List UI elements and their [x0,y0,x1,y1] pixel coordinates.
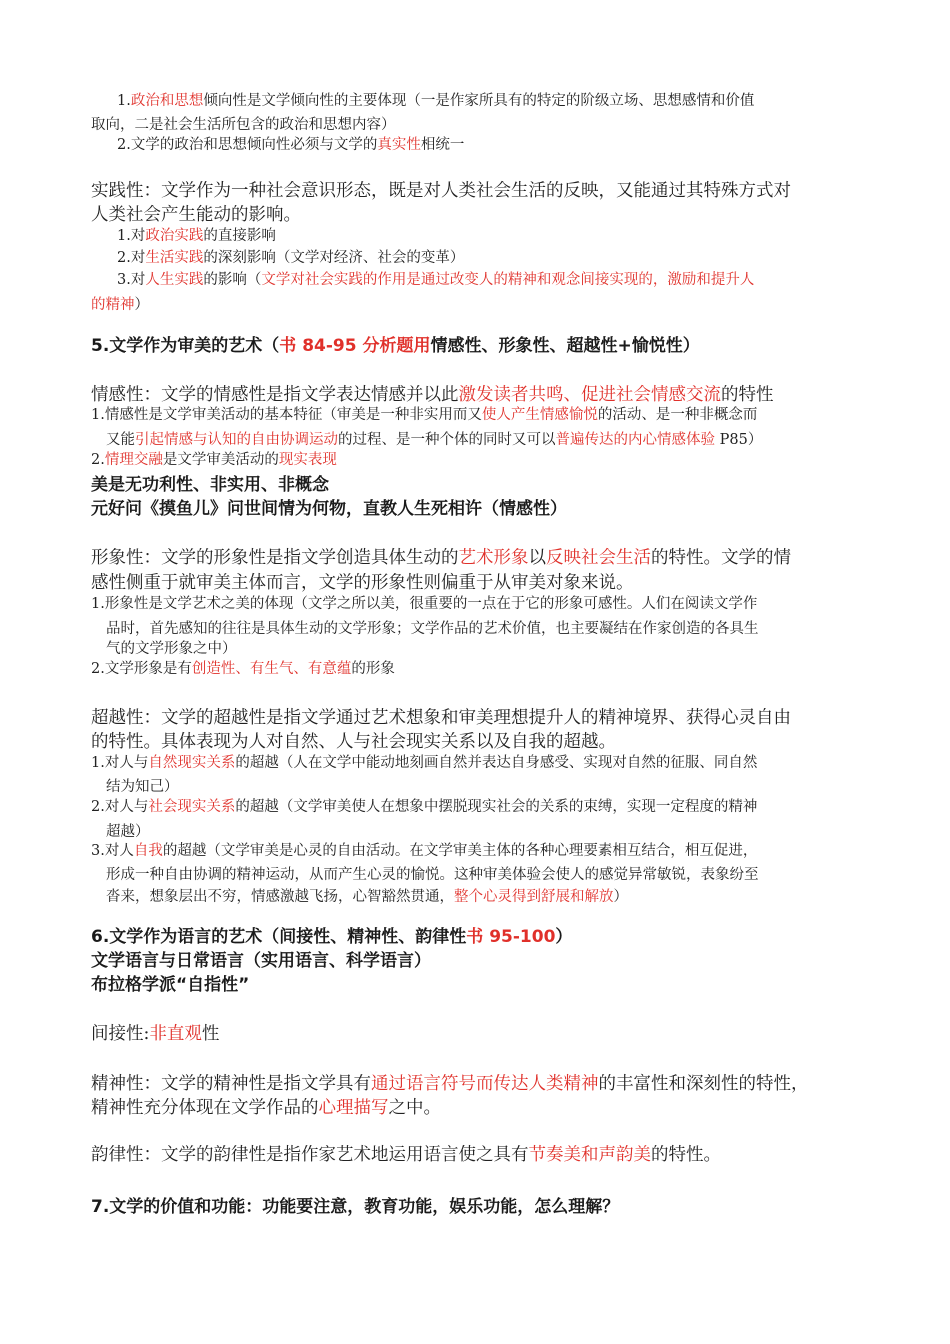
politics-item-2: 2.文学的政治和思想倾向性必须与文学的真实性相统一 [117,137,465,153]
section-6-line-3: 布拉格学派“自指性” [91,975,250,995]
practice-item-1: 1.对政治实践的直接影响 [117,228,276,244]
practice-item-2: 2.对生活实践的深刻影响（文学对经济、社会的变革） [117,250,465,266]
practice-intro-1: 实践性：文学作为一种社会意识形态，既是对人类社会生活的反映，又能通过其特殊方式对 [91,181,791,201]
emotion-point-1-cont: 又能引起情感与认知的自由协调运动的过程、是一种个体的同时又可以普遍传达的内心情感体验 P85） [106,432,763,448]
transcend-point-3-cont: 形成一种自由协调的精神运动，从而产生心灵的愉悦。这种审美体验会使人的感觉异常敏锐，表象纷至 [106,867,759,883]
emotion-point-2: 2.情理交融是文学审美活动的现实表现 [91,452,337,468]
emotion-bold-2: 元好问《摸鱼儿》问世间情为何物，直教人生死相许（情感性） [91,499,567,519]
section-6-heading: 6.文学作为语言的艺术（间接性、精神性、韵律性书 95-100） [91,927,573,947]
transcend-intro-2: 的特性。具体表现为人对自然、人与社会现实关系以及自我的超越。 [91,732,616,752]
politics-item-1-cont: 取向，二是社会生活所包含的政治和思想内容） [91,117,396,133]
indirect-line: 间接性:非直观性 [91,1024,220,1044]
practice-item-3-cont: 的精神） [91,297,149,313]
emotion-point-1: 1.情感性是文学审美活动的基本特征（审美是一种非实用而又使人产生情感愉悦的活动、是一种非概念而 [91,407,758,423]
image-point-1-cont2: 气的文学形象之中） [106,641,237,657]
politics-item-1: 1.政治和思想倾向性是文学倾向性的主要体现（一是作家所具有的特定的阶级立场、思想感情和价值 [117,93,755,109]
emotion-bold-1: 美是无功利性、非实用、非概念 [91,475,329,495]
image-intro-1: 形象性：文学的形象性是指文学创造具体生动的艺术形象以反映社会生活的特性。文学的情 [91,548,791,568]
image-intro-2: 感性侧重于就审美主体而言，文学的形象性则偏重于从审美对象来说。 [91,573,634,593]
transcend-point-3: 3.对人自我的超越（文学审美是心灵的自由活动。在文学审美主体的各种心理要素相互结合，相互促进， [91,843,758,859]
spirit-line-1: 精神性：文学的精神性是指文学具有通过语言符号而传达人类精神的丰富性和深刻性的特性， [91,1074,809,1094]
image-point-1-cont: 品时，首先感知的往往是具体生动的文学形象；文学作品的艺术价值，也主要凝结在作家创造的各具生 [106,621,759,637]
practice-intro-2: 人类社会产生能动的影响。 [91,205,301,225]
image-point-2: 2.文学形象是有创造性、有生气、有意蕴的形象 [91,661,395,677]
transcend-point-1-cont: 结为知己） [106,779,179,795]
section-7-heading: 7.文学的价值和功能：功能要注意，教育功能，娱乐功能，怎么理解？ [91,1197,620,1217]
transcend-point-1: 1.对人与自然现实关系的超越（人在文学中能动地刻画自然并表达自身感受、实现对自然的征服、同自然 [91,755,758,771]
section-5-heading: 5.文学作为审美的艺术（书 84-95 分析题用情感性、形象性、超越性+愉悦性） [91,336,700,356]
practice-item-3: 3.对人生实践的影响（文学对社会实践的作用是通过改变人的精神和观念间接实现的，激励和提升人 [117,272,755,288]
transcend-point-2-cont: 超越） [106,824,150,840]
emotion-intro: 情感性：文学的情感性是指文学表达情感并以此激发读者共鸣、促进社会情感交流的特性 [91,385,774,405]
rhythm-line: 韵律性：文学的韵律性是指作家艺术地运用语言使之具有节奏美和声韵美的特性。 [91,1145,721,1165]
spirit-line-2: 精神性充分体现在文学作品的心理描写之中。 [91,1098,441,1118]
section-6-line-2: 文学语言与日常语言（实用语言、科学语言） [91,951,431,971]
transcend-intro-1: 超越性：文学的超越性是指文学通过艺术想象和审美理想提升人的精神境界、获得心灵自由 [91,708,791,728]
transcend-point-3-cont2: 沓来，想象层出不穷，情感激越飞扬，心智豁然贯通，整个心灵得到舒展和解放） [106,889,628,905]
image-point-1: 1.形象性是文学艺术之美的体现（文学之所以美，很重要的一点在于它的形象可感性。人们在阅读文学作 [91,596,758,612]
transcend-point-2: 2.对人与社会现实关系的超越（文学审美使人在想象中摆脱现实社会的关系的束缚，实现一定程度的精神 [91,799,758,815]
